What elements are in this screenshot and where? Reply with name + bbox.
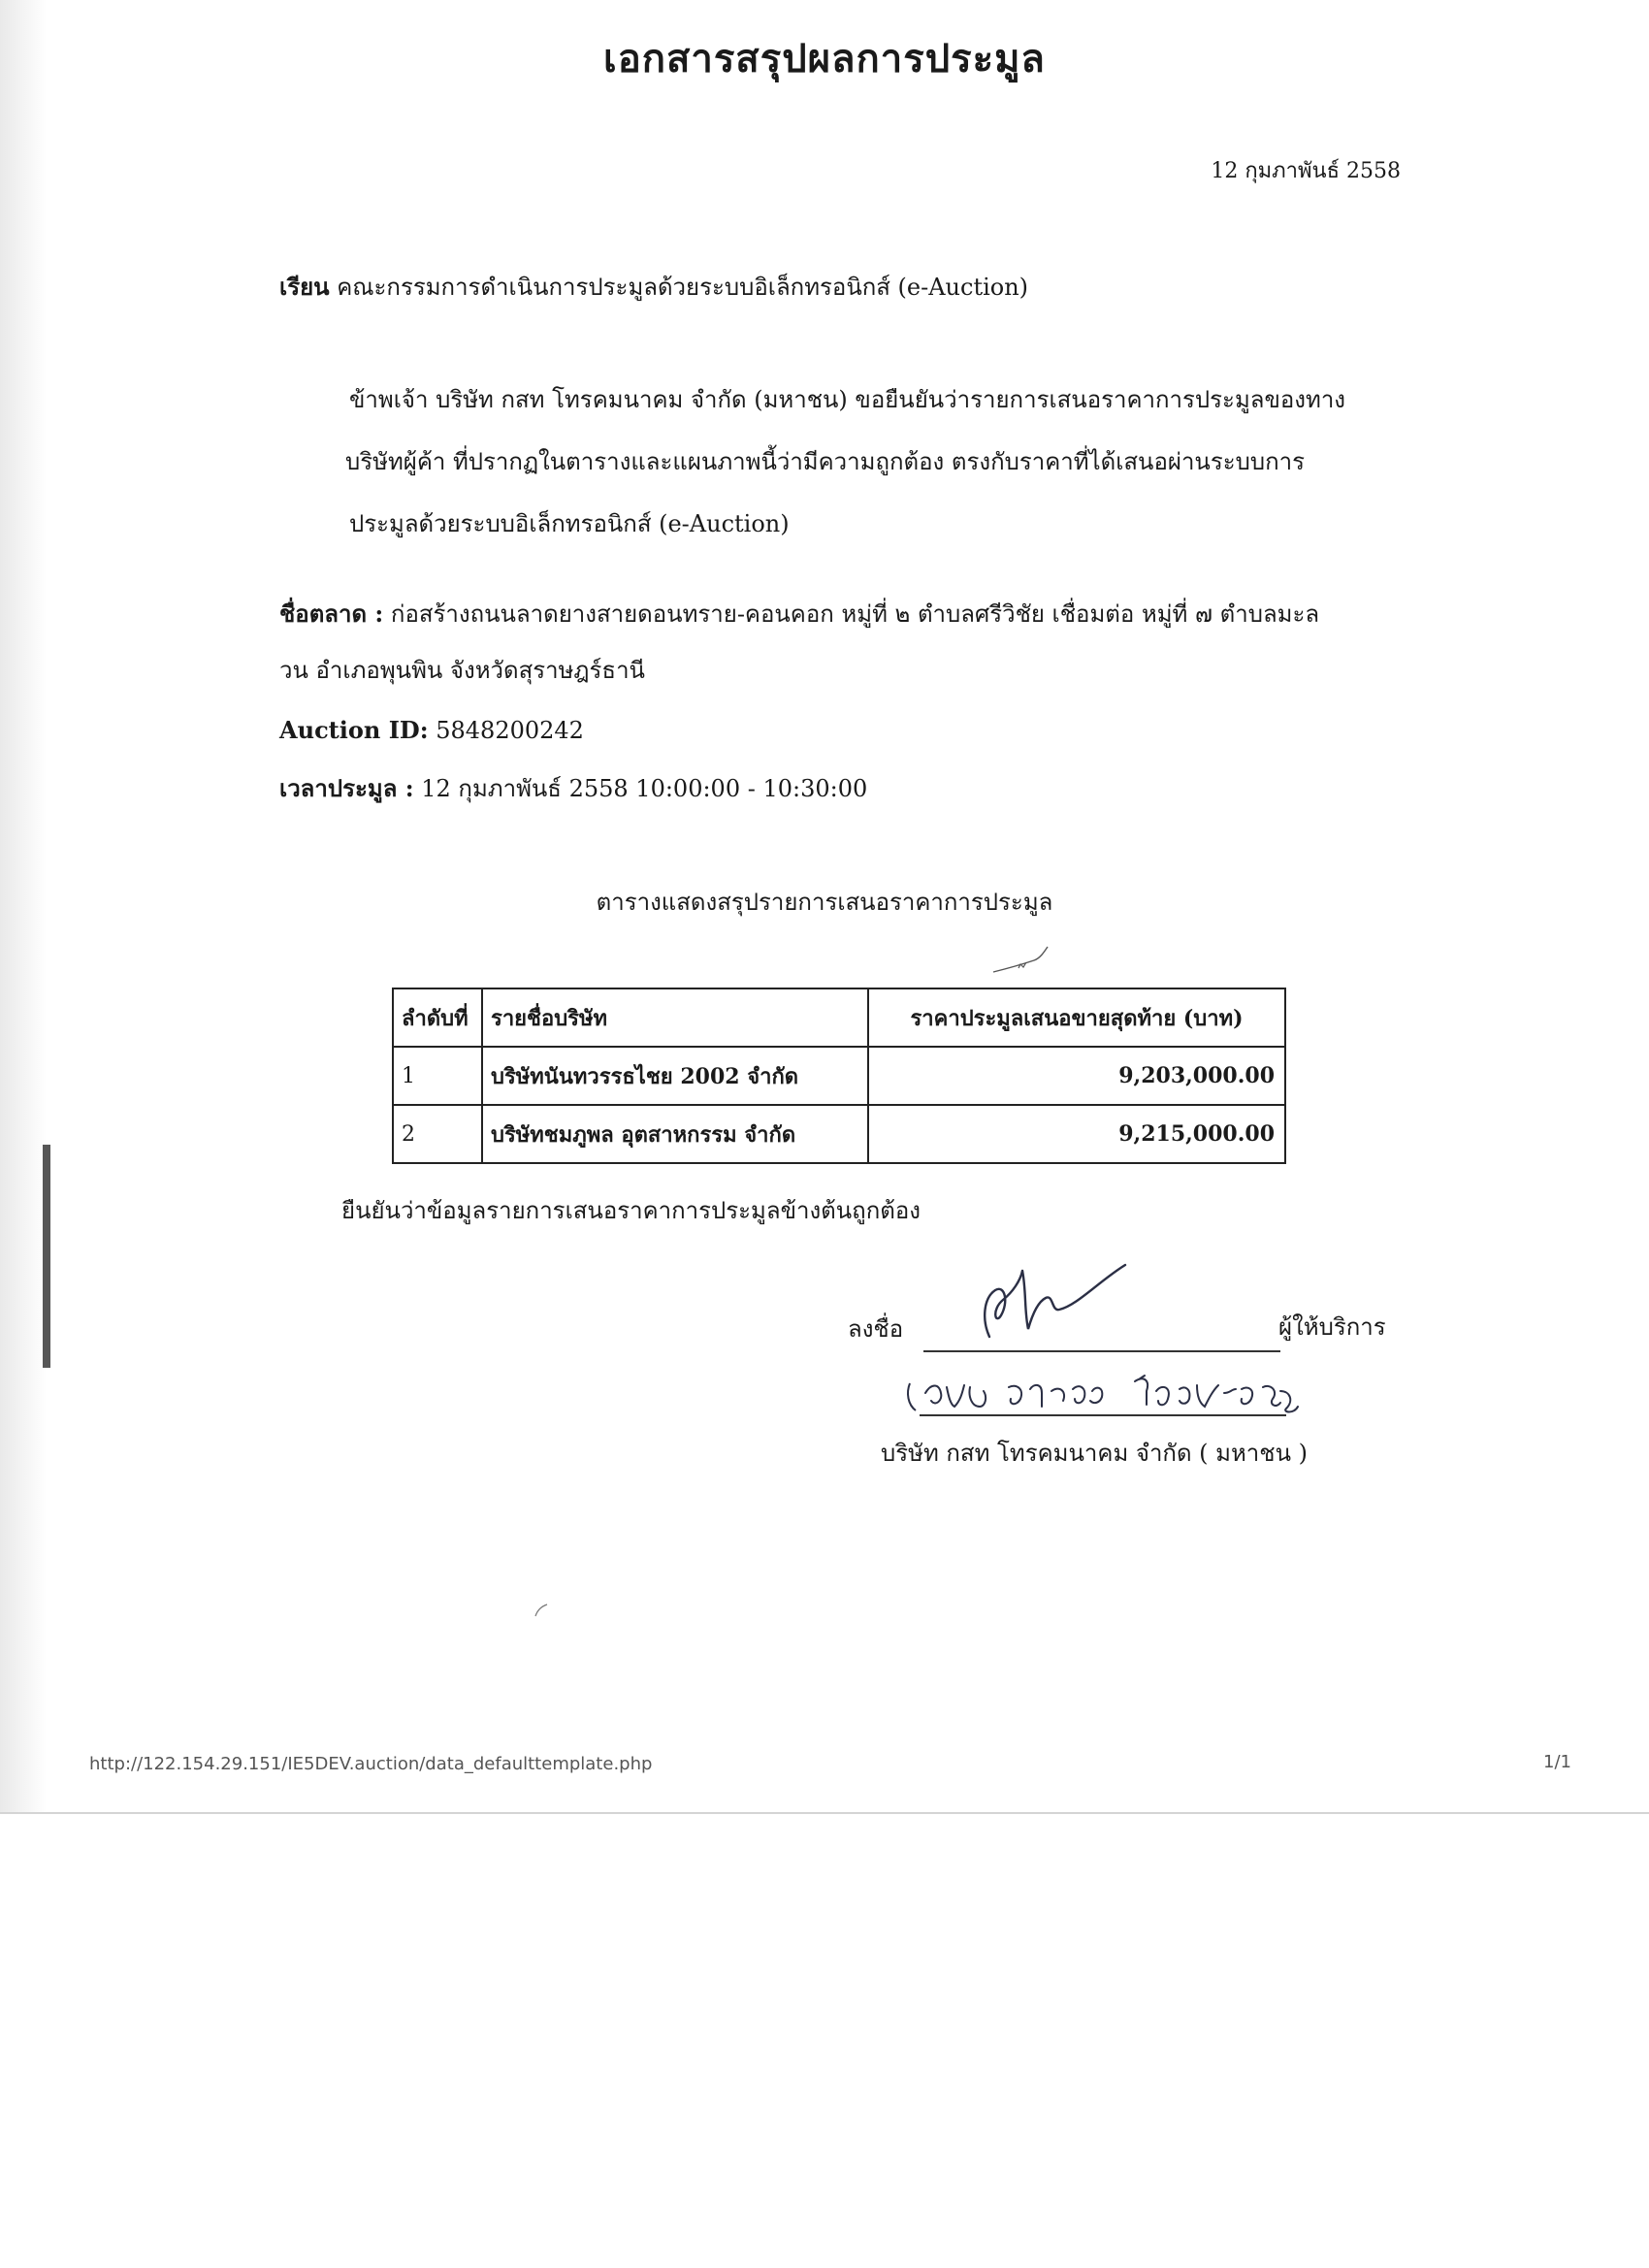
- document-date: 12 กุมภาพันธ์ 2558: [1211, 159, 1401, 183]
- row-company: บริษัทนันทวรรธไชย 2002 จำกัด: [482, 1047, 868, 1105]
- row-rank: 2: [393, 1105, 482, 1163]
- auction-id-field: [279, 702, 1385, 759]
- stamp-scribble-icon: [989, 943, 1057, 978]
- auction-time-value: 12 กุมภาพันธ์ 2558 10:00:00 - 10:30:00: [421, 775, 868, 802]
- signature-line: [923, 1350, 1280, 1352]
- scan-shadow-mark: [43, 1145, 50, 1368]
- header-rank: ลำดับที่: [393, 988, 482, 1047]
- bid-summary-table: [392, 988, 1286, 1164]
- body-paragraph: [345, 369, 1377, 555]
- body-line: ประมูลด้วยระบบอิเล็กทรอนิกส์ (e-Auction): [349, 510, 790, 537]
- auction-id-label: Auction ID:: [279, 716, 429, 744]
- sign-label: ลงชื่อ: [848, 1315, 904, 1343]
- market-label: ชื่อตลาด :: [279, 599, 384, 628]
- footer-url: http://122.154.29.151/IE5DEV.auction/data_defaulttemplate.php: [89, 1754, 653, 1774]
- row-price: 9,203,000.00: [868, 1047, 1285, 1105]
- name-line: [920, 1414, 1286, 1416]
- signature-icon: [970, 1251, 1145, 1348]
- row-price: 9,215,000.00: [868, 1105, 1285, 1163]
- confirmation-text: ยืนยันว่าข้อมูลรายการเสนอราคาการประมูลข้างต้นถูกต้อง: [341, 1197, 921, 1224]
- signer-company: บริษัท กสท โทรคมนาคม จำกัด ( มหาชน ): [881, 1440, 1308, 1467]
- stray-pen-mark-icon: [532, 1601, 551, 1620]
- row-rank: 1: [393, 1047, 482, 1105]
- header-price: ราคาประมูลเสนอขายสุดท้าย (บาท): [868, 988, 1285, 1047]
- salutation-text: คณะกรรมการดำเนินการประมูลด้วยระบบอิเล็กทรอนิกส์ (e-Auction): [337, 274, 1029, 301]
- handwritten-name-icon: [902, 1354, 1310, 1416]
- footer-page-number: 1/1: [1543, 1752, 1571, 1772]
- body-line: บริษัทผู้ค้า ที่ปรากฏในตารางและแผนภาพนี้ว่ามีความถูกต้อง ตรงกับราคาที่ได้เสนอผ่านระบบการ: [345, 448, 1305, 475]
- header-company: รายชื่อบริษัท: [482, 988, 868, 1047]
- table-caption: ตารางแสดงสรุปรายการเสนอราคาการประมูล: [596, 889, 1053, 916]
- market-value-line1: ก่อสร้างถนนลาดยางสายดอนทราย-คอนคอก หมู่ที่ ๒ ตำบลศรีวิชัย เชื่อมต่อ หมู่ที่ ๗ ตำบลมะล: [390, 600, 1320, 628]
- body-line: ข้าพเจ้า บริษัท กสท โทรคมนาคม จำกัด (มหาชน) ขอยืนยันว่ารายการเสนอราคาการประมูลของทาง: [349, 386, 1346, 413]
- market-value-line2: วน อำเภอพุนพิน จังหวัดสุราษฎร์ธานี: [279, 657, 645, 684]
- market-field: [279, 586, 1385, 698]
- table-row: [393, 1105, 1285, 1163]
- row-company: บริษัทชมภูพล อุตสาหกรรม จำกัด: [482, 1105, 868, 1163]
- scan-page-boundary: [0, 1812, 1649, 1814]
- auction-time-label: เวลาประมูล :: [279, 774, 414, 802]
- sign-role: ผู้ให้บริการ: [1278, 1313, 1386, 1341]
- auction-time-field: [279, 761, 1385, 817]
- table-row: [393, 1047, 1285, 1105]
- auction-id-value: 5848200242: [436, 717, 584, 744]
- salutation: [279, 268, 1028, 306]
- salutation-label: เรียน: [279, 273, 330, 301]
- document-title: เอกสารสรุปผลการประมูล: [603, 37, 1046, 81]
- table-header-row: [393, 988, 1285, 1047]
